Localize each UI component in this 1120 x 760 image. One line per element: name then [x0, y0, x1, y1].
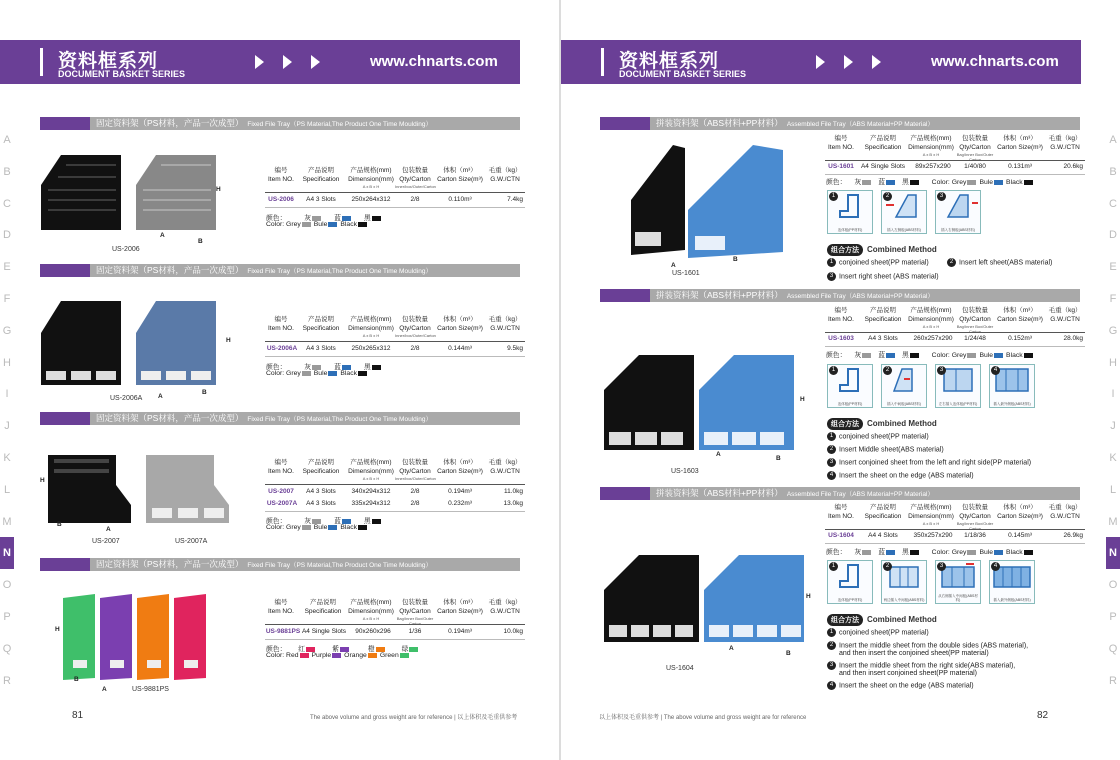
section-title-cn: 拼装资料架（ABS材料+PP材料） — [656, 488, 783, 498]
index-letter[interactable]: E — [3, 261, 11, 274]
table-row: US-1604 A4 4 Slots 350x257x290 1/18/36 0.145m³ 26.9kg — [828, 532, 1083, 539]
assembly-step-image: 3 插入右侧板(ABS材料) — [935, 190, 981, 234]
dim-mark-b: B — [74, 676, 79, 683]
index-letter[interactable]: D — [1109, 229, 1117, 242]
spec-table: 编号 Item NO. 产品说明 Specification 产品规格(mm) Dimension(mm) A x B x H 包装数量 Qty/Carton Inner/box/Outer/Carton 体积（m³） Carton Size(m³) 毛重（kg） G.W./CTN US-2006A A4 3 Slots 250x265x312 2/8 0.144m³ 9.5kg — [265, 315, 525, 375]
side-index — [1106, 124, 1120, 696]
section-title-cn: 固定资料架（PS材料，产品一次成型） — [96, 559, 244, 569]
index-letter[interactable]: P — [1109, 610, 1117, 623]
product-image-us2006 — [36, 145, 226, 245]
dim-mark-a: A — [716, 451, 721, 458]
banner-title-en: DOCUMENT BASKET SERIES — [58, 69, 186, 79]
website-url[interactable]: www.chnarts.com — [370, 53, 498, 70]
page-banner — [0, 40, 520, 84]
index-letter[interactable]: B — [1109, 165, 1117, 178]
table-row: US-2006A A4 3 Slots 250x265x312 2/8 0.144m³ 9.5kg — [266, 345, 523, 352]
index-letter[interactable]: J — [1110, 420, 1116, 433]
page-banner — [561, 40, 1081, 84]
color-row-en: Color: Grey Bule Black — [266, 221, 370, 228]
index-letter[interactable]: L — [1109, 483, 1117, 496]
spec-table: 编号 Item NO. 产品说明 Specification 产品规格(mm) Dimension(mm) A x B x H 包装数量 Qty/Carton Inner/box/Outer/Carton 体积（m³） Carton Size(m³) 毛重（kg） G.W./CTN US-2006 A4 3 Slots 250x264x312 2/8 0.110m³ 7.4kg — [265, 166, 525, 226]
table-row: US-2006 A4 3 Slots 250x264x312 2/8 0.110m³ 7.4kg — [268, 196, 523, 203]
combined-method: 组合方法 Combined Method 1 conjoined sheet(PP material) 2 Insert Middle sheet(ABS material) 3 Insert conjoined sheet from the left and right side(PP material) 4 Insert the sheet on the edge (ABS material) — [827, 418, 1087, 430]
image-label: US-2007A — [175, 538, 208, 545]
image-label: US-2006 — [112, 246, 140, 253]
section-header — [40, 558, 520, 571]
color-row: 颜色： 灰 蓝 黑 Color: Grey Bule Black — [826, 176, 1036, 186]
index-letter[interactable]: M — [1108, 515, 1118, 528]
section-title-en: Fixed File Tray（PS Material,The Product One Time Moulding） — [247, 121, 432, 128]
section-title-en: Assembled File Tray（ABS Material+PP Material） — [786, 293, 934, 300]
banner-title-en: DOCUMENT BASKET SERIES — [619, 69, 747, 79]
index-letter[interactable]: G — [1108, 324, 1118, 337]
color-row-cn: 颜色： 灰 蓝 黑 — [266, 361, 384, 371]
spec-table: 编号 Item NO. 产品说明 Specification 产品规格(mm) Dimension(mm) A x B x H 包装数量 Qty/Carton Bag/Inner Box/Outer 体积（m³） Carton Size(m³) 毛重（kg） G.W./CTN US-1601 A4 Single Slots 89x257x290 1/40/80 0.131m³ 20.6kg — [825, 134, 1085, 194]
table-row: US-2007A A4 3 Slots 335x294x312 2/8 0.232m³ 13.0kg — [266, 500, 523, 507]
combined-method: 组合方法 Combined Method 1 conjoined sheet(PP material) 2 Insert left sheet(ABS material) 3 Insert right sheet (ABS material) — [827, 244, 1087, 256]
index-letter[interactable]: D — [3, 229, 11, 242]
index-letter[interactable]: E — [1109, 261, 1117, 274]
section-title-cn: 拼装资料架（ABS材料+PP材料） — [656, 118, 783, 128]
assembly-step-image: 4 插入最外侧板(ABS材料) — [989, 364, 1035, 408]
section-title-cn: 拼装资料架（ABS材料+PP材料） — [656, 290, 783, 300]
catalog-page-right — [561, 0, 1120, 760]
index-letter[interactable]: A — [3, 134, 11, 146]
assembly-step-image: 1 连体板(PP材料) — [827, 364, 873, 408]
dim-mark-h: H — [806, 593, 811, 600]
section-header — [600, 289, 1080, 302]
assembly-step-image: 4 插入最外侧板(ABS材料) — [989, 560, 1035, 604]
index-letter[interactable]: I — [5, 388, 9, 401]
image-label: US-1603 — [671, 468, 699, 475]
image-label: US-1604 — [666, 665, 694, 672]
dim-mark-b: B — [786, 650, 791, 657]
section-title-cn: 固定资料架（PS材料，产品一次成型） — [96, 413, 244, 423]
image-label: US-9881PS — [132, 686, 169, 693]
dim-mark-a: A — [106, 526, 111, 533]
color-row-cn: 颜色： 灰 蓝 黑 — [266, 515, 384, 525]
dim-mark-a: A — [102, 686, 107, 693]
assembly-step-image: 1 连体板(PP材料) — [827, 560, 873, 604]
footer-note: 以上体积及毛重供参考 | The above volume and gross weight are for reference — [599, 715, 807, 721]
index-letter[interactable]: I — [1111, 388, 1115, 401]
index-letter[interactable]: K — [3, 451, 11, 464]
product-image-us1603 — [599, 350, 799, 460]
arrows-icon — [255, 53, 335, 71]
section-header — [40, 264, 520, 277]
side-index — [0, 124, 14, 696]
catalog-page-left — [0, 0, 559, 760]
section-title-cn: 固定资料架（PS材料，产品一次成型） — [96, 265, 244, 275]
index-letter[interactable]: J — [4, 420, 10, 433]
index-letter[interactable]: G — [2, 324, 12, 337]
website-url[interactable]: www.chnarts.com — [931, 53, 1059, 70]
section-title-en: Fixed File Tray（PS Material,The Product One Time Moulding） — [247, 416, 432, 423]
dim-mark-h: H — [226, 337, 231, 344]
image-label: US-2006A — [110, 395, 143, 402]
spec-table: 编号 Item NO. 产品说明 Specification 产品规格(mm) Dimension(mm) A x B x H 包装数量 Qty/Carton Bag/Inner Box/Outer 体积（m³） Carton Size(m³) 毛重（kg） G.W./CTN US-1604 A4 4 Slots 350x257x290 1/18/36 0.145m³ 26.9kg — [825, 503, 1085, 563]
dim-mark-h: H — [55, 626, 60, 633]
index-letter[interactable]: F — [3, 292, 11, 305]
assembly-step-image: 1 连体板(PP材料) — [827, 190, 873, 234]
dim-mark-h: H — [216, 186, 221, 193]
assembly-step-image: 2 插入中间板(ABS材料) — [881, 364, 927, 408]
index-letter[interactable]: L — [3, 483, 11, 496]
section-title-en: Assembled File Tray（ABS Material+PP Material） — [786, 491, 934, 498]
banner-divider — [601, 48, 604, 76]
table-row: US-9881PS A4 Single Slots 90x260x296 1/36 0.194m³ 10.0kg — [265, 628, 523, 635]
section-title-en: Fixed File Tray（PS Material,The Product One Time Moulding） — [247, 562, 432, 569]
section-title-en: Fixed File Tray（PS Material,The Product One Time Moulding） — [247, 268, 432, 275]
table-row: US-1603 A4 3 Slots 260x257x290 1/24/48 0.152m³ 28.0kg — [828, 335, 1083, 342]
index-letter[interactable]: C — [1109, 197, 1117, 210]
section-header — [40, 117, 520, 130]
product-image-us2007 — [36, 445, 236, 535]
index-letter[interactable]: Q — [1108, 642, 1118, 655]
dim-mark-a: A — [158, 393, 163, 400]
assembly-step-image: 2 插入左侧板(ABS材料) — [881, 190, 927, 234]
index-letter[interactable]: M — [2, 515, 12, 528]
product-image-us9881ps — [55, 588, 235, 688]
color-row-en: Color: Red Purple Orange Green — [266, 652, 412, 659]
dim-mark-a: A — [729, 645, 734, 652]
dim-mark-a: A — [160, 232, 165, 239]
arrows-icon — [816, 53, 896, 71]
assembly-step-image: 3 左右插入连体板(PP材料) — [935, 364, 981, 408]
section-header — [40, 412, 520, 425]
product-image-us1601 — [623, 140, 798, 265]
banner-divider — [40, 48, 43, 76]
product-image-us2006a — [36, 293, 226, 393]
color-row-cn: 颜色： 灰 蓝 黑 — [266, 212, 384, 222]
section-title-cn: 固定资料架（PS材料，产品一次成型） — [96, 118, 244, 128]
table-row: US-2007 A4 3 Slots 340x294x312 2/8 0.194m³ 11.0kg — [268, 488, 523, 495]
color-row: 颜色： 灰 蓝 黑 Color: Grey Bule Black — [826, 546, 1036, 556]
index-letter[interactable]: O — [2, 579, 12, 592]
index-letter[interactable]: O — [1108, 579, 1118, 592]
section-header — [600, 487, 1080, 500]
color-row-en: Color: Grey Bule Black — [266, 370, 370, 377]
dim-mark-h: H — [800, 396, 805, 403]
color-row-en: Color: Grey Bule Black — [266, 524, 370, 531]
color-row: 颜色： 灰 蓝 黑 Color: Grey Bule Black — [826, 349, 1036, 359]
page-number: 82 — [1037, 710, 1049, 721]
footer-note: The above volume and gross weight are for reference | 以上体积及毛重供参考 — [310, 715, 518, 721]
dim-mark-b: B — [733, 256, 738, 263]
index-letter[interactable]: B — [3, 165, 11, 178]
banner-title-cn: 资料框系列 — [58, 51, 159, 72]
assembly-step-image: 3 从右侧插入中间板(ABS材料) — [935, 560, 981, 604]
dim-mark-b: B — [198, 238, 203, 245]
spec-table: 编号 Item NO. 产品说明 Specification 产品规格(mm) Dimension(mm) A x B x H 包装数量 Qty/Carton Inner/box/Outer/Carton 体积（m³） Carton Size(m³) 毛重（kg） G.W./CTN US-2007 A4 3 Slots 340x294x312 2/8 0.194m³ 11.0kg US-2007A A4 3 Slots 335x294x312 2/8 0.232m³ 13.0kg — [265, 458, 525, 518]
spec-table: 编号 Item NO. 产品说明 Specification 产品规格(mm) Dimension(mm) A x B x H 包装数量 Qty/Carton Bag/Inner Box/Outer 体积（m³） Carton Size(m³) 毛重（kg） G.W./CTN US-1603 A4 3 Slots 260x257x290 1/24/48 0.152m³ 28.0kg — [825, 306, 1085, 366]
dim-mark-b: B — [776, 455, 781, 462]
index-letter-active[interactable]: N — [0, 537, 14, 569]
dim-mark-h: H — [40, 477, 45, 484]
image-label: US-2007 — [92, 538, 120, 545]
section-title-en: Assembled File Tray（ABS Material+PP Material） — [786, 121, 934, 128]
assembly-step-image: 2 两边插入中间板(ABS材料) — [881, 560, 927, 604]
index-letter[interactable]: Q — [2, 642, 12, 655]
section-header — [600, 117, 1080, 130]
dim-mark-b: B — [202, 389, 207, 396]
table-row: US-1601 A4 Single Slots 89x257x290 1/40/80 0.131m³ 20.6kg — [828, 163, 1083, 170]
index-letter-active[interactable]: N — [1106, 537, 1120, 569]
index-letter[interactable]: R — [1109, 674, 1117, 687]
banner-title-cn: 资料框系列 — [619, 51, 720, 72]
dim-mark-a: A — [671, 262, 676, 269]
index-letter[interactable]: C — [3, 197, 11, 210]
index-letter[interactable]: F — [1109, 292, 1117, 305]
index-letter[interactable]: H — [1109, 356, 1117, 369]
dim-mark-b: B — [57, 521, 62, 528]
page-number: 81 — [72, 710, 84, 721]
index-letter[interactable]: R — [3, 674, 11, 687]
combined-method: 组合方法 Combined Method 1 conjoined sheet(PP material) 2 Insert the middle sheet from the double sides (ABS material), and then insert the conjoined sheet(PP material) 3 Insert the middle sheet from the right side(ABS material), and then insert conjoined sheet(PP material) 4 Insert the sheet on the edge (ABS material) — [827, 614, 1087, 626]
index-letter[interactable]: P — [3, 610, 11, 623]
index-letter[interactable]: A — [1109, 134, 1117, 146]
spec-table: 编号 Item NO. 产品说明 Specification 产品规格(mm) Dimension(mm) A x B x H 包装数量 Qty/Carton Bag/Inner Box/Outer 体积（m³） Carton Size(m³) 毛重（kg） G.W./CTN US-9881PS A4 Single Slots 90x260x296 1/36 0.194m³ 10.0kg — [265, 598, 525, 658]
color-row-cn: 颜色： 红 紫 橙 绿 — [266, 643, 421, 653]
index-letter[interactable]: K — [1109, 451, 1117, 464]
image-label: US-1601 — [672, 270, 700, 277]
index-letter[interactable]: H — [3, 356, 11, 369]
product-image-us1604 — [599, 550, 809, 650]
